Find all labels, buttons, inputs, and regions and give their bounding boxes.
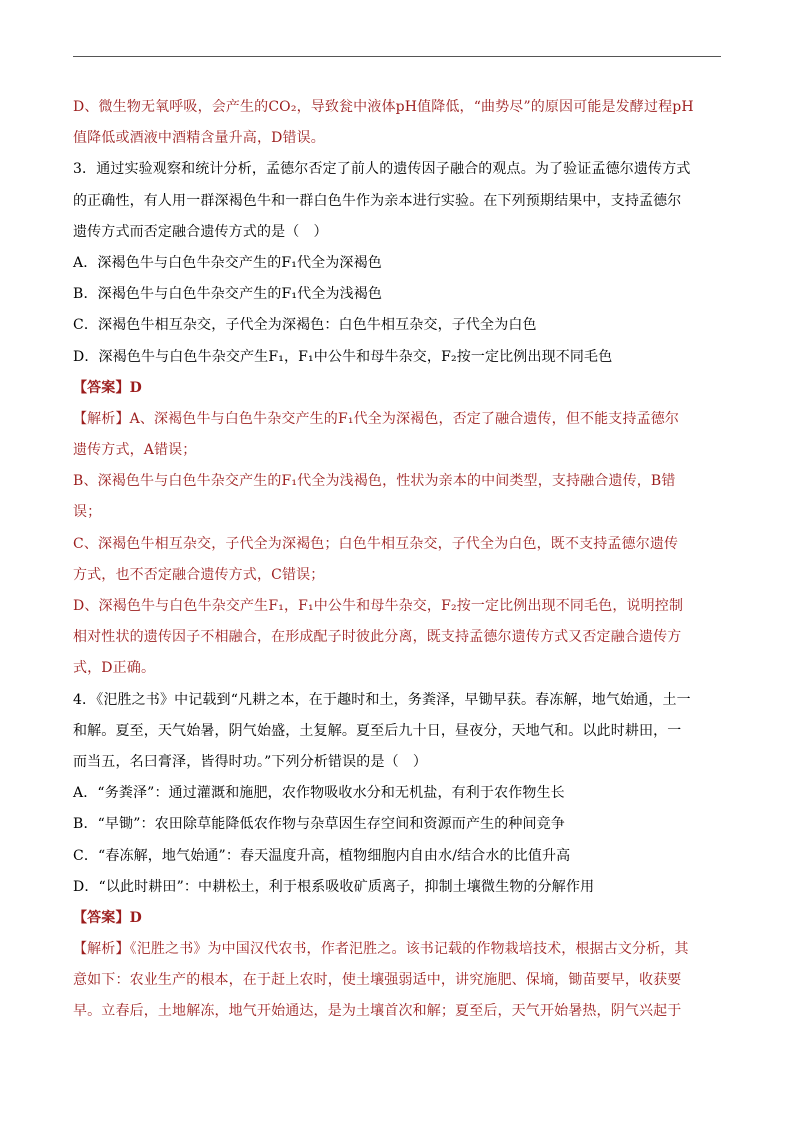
question-3-analysis: B、深褐色牛与白色牛杂交产生的F₁代全为浅褐色，性状为亲本的中间类型，支持融合遗传，B错 [73,473,676,490]
question-3-option-d: D．深褐色牛与白色牛杂交产生F₁，F₁中公牛和母牛杂交，F₂按一定比例出现不同毛色 [73,348,613,365]
question-4-option-b: B．“早锄”：农田除草能降低农作物与杂草因生存空间和资源而产生的种间竞争 [73,816,566,833]
question-4-answer: 【答案】D [73,909,142,926]
question-4-stem: 和解。夏至，天气始暑，阴气始盛，土复解。夏至后九十日，昼夜分，天地气和。以此时耕田，一 [73,722,682,739]
question-3-analysis: 【解析】A、深褐色牛与白色牛杂交产生的F₁代全为深褐色，否定了融合遗传，但不能支持孟德尔 [73,410,680,427]
question-3-stem: 3．通过实验观察和统计分析，孟德尔否定了前人的遗传因子融合的观点。为了验证孟德尔遗传方式 [73,161,691,178]
text-line: D、微生物无氧呼吸，会产生的CO₂，导致瓮中液体pH值降低，“曲势尽”的原因可能是发酵过程pH [73,99,694,115]
question-4-analysis: 早。立春后，土地解冻，地气开始通达，是为土壤首次和解；夏至后，天气开始暑热，阴气兴起于 [73,1003,682,1020]
question-3-option-b: B．深褐色牛与白色牛杂交产生的F₁代全为浅褐色 [73,286,383,303]
question-3-option-a: A．深褐色牛与白色牛杂交产生的F₁代全为深褐色 [73,254,382,271]
question-4-analysis: 意如下：农业生产的根本，在于赶上农时，使土壤强弱适中，讲究施肥、保墒，锄苗要早，收获要 [73,972,682,989]
question-4-analysis: 【解析】《汜胜之书》为中国汉代农书，作者汜胜之。该书记载的作物栽培技术，根据古文分析，其 [73,941,689,958]
question-4-option-d: D．“以此时耕田”：中耕松土，利于根系吸收矿质离子，抑制土壤微生物的分解作用 [73,878,595,895]
question-3-analysis: 相对性状的遗传因子不相融合，在形成配子时彼此分离，既支持孟德尔遗传方式又否定融合遗传方 [73,629,682,646]
question-3-analysis: D、深褐色牛与白色牛杂交产生F₁，F₁中公牛和母牛杂交，F₂按一定比例出现不同毛色，说明控制 [73,598,684,614]
question-3-option-c: C．深褐色牛相互杂交，子代全为深褐色：白色牛相互杂交，子代全为白色 [73,317,537,334]
question-3-analysis: 遗传方式，A错误； [73,442,197,459]
question-4-option-c: C．“春冻解，地气始通”：春天温度升高，植物细胞内自由水/结合水的比值升高 [73,847,571,864]
question-4-stem: 而当五，名曰膏泽，皆得时功。”下列分析错误的是（ ） [73,753,428,770]
header-divider [73,56,721,57]
question-3-stem: 遗传方式而否定融合遗传方式的是（ ） [73,223,328,240]
page-content [73,92,723,1028]
question-4-option-a: A．“务粪泽”：通过灌溉和施肥，农作物吸收水分和无机盐，有利于农作物生长 [73,785,565,802]
question-3-analysis: 式，D正确。 [73,660,156,677]
text-line: 值降低或酒液中酒精含量升高，D错误。 [73,130,325,147]
question-3-analysis: 误； [73,504,102,521]
question-3-analysis: C、深褐色牛相互杂交，子代全为深褐色；白色牛相互杂交，子代全为白色，既不支持孟德尔遗传 [73,535,679,552]
question-4-stem: 4．《汜胜之书》中记载到“凡耕之本，在于趣时和土，务粪泽，早锄早获。春冻解，地气始通，土一 [73,691,691,708]
question-3-stem: 的正确性，有人用一群深褐色牛和一群白色牛作为亲本进行实验。在下列预期结果中，支持孟德尔 [73,192,682,209]
question-3-analysis: 方式，也不否定融合遗传方式，C错误； [73,566,325,583]
question-3-answer: 【答案】D [73,379,142,396]
